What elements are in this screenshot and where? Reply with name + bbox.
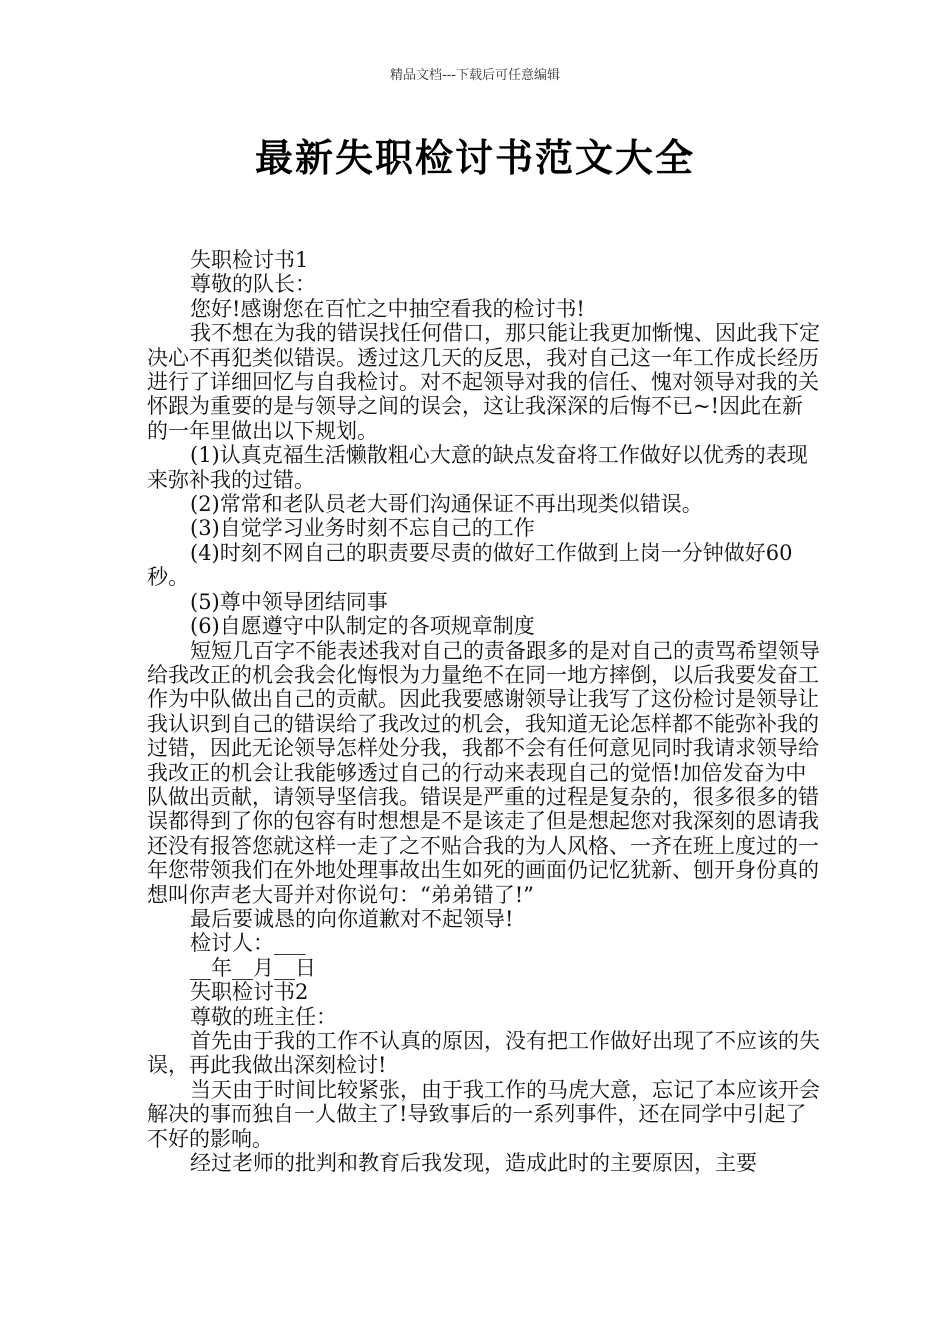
document-title: 最新失职检讨书范文大全 (254, 136, 695, 180)
salutation: 尊敬的队长： (190, 272, 316, 297)
section-heading: 失职检讨书2 (190, 980, 309, 1005)
paragraph: 当天由于时间比较紧张，由于我工作的马虎大意，忘记了本应该开会解决的事而独自一人做主了!导致事后的一系列事件，还在同学中引起了不好的影响。 (147, 1077, 820, 1151)
list-item: (2)常常和老队员老大哥们沟通保证不再出现类似错误。 (190, 492, 703, 517)
list-item: (5)尊中领导团结同事 (190, 589, 388, 614)
list-item: (3)自觉学习业务时刻不忘自己的工作 (190, 516, 535, 541)
date-line: __年__月__日 (190, 955, 316, 980)
section-heading: 失职检讨书1 (190, 248, 309, 272)
paragraph: 您好!感谢您在百忙之中抽空看我的检讨书! (190, 296, 585, 321)
salutation: 尊敬的班主任： (190, 1004, 337, 1029)
page-header: 精品文档---下载后可任意编辑 (389, 68, 561, 83)
paragraph: 我不想在为我的错误找任何借口，那只能让我更加惭愧、因此我下定决心不再犯类似错误。透过这几天的反思，我对自己这一年工作成长经历进行了详细回忆与自我检讨。对不起领导对我的信任、愧对领导对我的关怀跟为重要的是与领导之间的误会，这让我深深的后悔不已~!因此在新的一年里做出以下规划。 (147, 321, 820, 443)
list-item: (1)认真克福生活懒散粗心大意的缺点发奋将工作做好以优秀的表现来弥补我的过错。 (147, 443, 808, 492)
paragraph: 经过老师的批判和教育后我发现，造成此时的主要原因，主要 (190, 1151, 757, 1176)
list-item: (6)自愿遵守中队制定的各项规章制度 (190, 614, 535, 639)
document-body (147, 248, 823, 1175)
list-item: (4)时刻不网自己的职责要尽责的做好工作做到上岗一分钟做好60秒。 (147, 540, 793, 590)
signature-line: 检讨人：___ (190, 931, 306, 956)
paragraph: 首先由于我的工作不认真的原因，没有把工作做好出现了不应该的失误，再此我做出深刻检讨! (147, 1029, 820, 1078)
paragraph: 短短几百字不能表述我对自己的责备跟多的是对自己的责骂希望领导给我改正的机会我会化悔恨为力量绝不在同一地方摔倒，以后我要发奋工作为中队做出自己的贡献。因此我要感谢领导让我写了这份检讨是领导让我认识到自己的错误给了我改过的机会，我知道无论怎样都不能弥补我的过错，因此无论领导怎样处分我，我都不会有任何意见同时我请求领导给我改正的机会让我能够透过自己的行动来表现自己的觉悟!加倍发奋为中队做出贡献，请领导坚信我。错误是严重的过程是复杂的，很多很多的错误都得到了你的包容有时想想是不是该走了但是想起您对我深刻的恩请我还没有报答您就这样一走了之不贴合我的为人风格、一齐在班上度过的一年您带领我们在外地处理事故出生如死的画面仍记忆犹新、刨开身份真的想叫你声老大哥并对你说句：“弟弟错了!” (147, 638, 820, 907)
paragraph: 最后要诚恳的向你道歉对不起领导! (190, 906, 514, 931)
